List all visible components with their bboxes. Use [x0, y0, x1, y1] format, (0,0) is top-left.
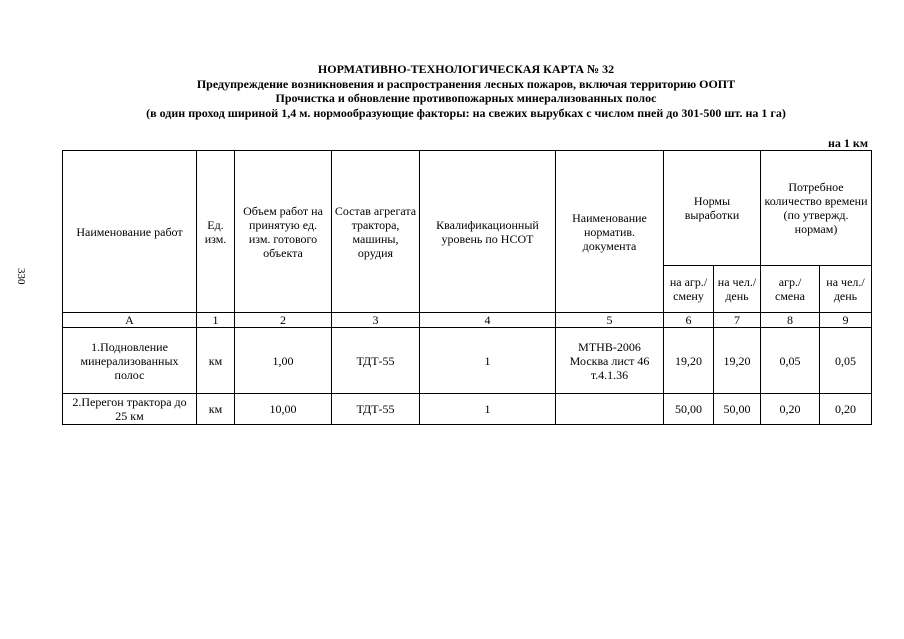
- norm-man-cell: 50,00: [714, 394, 761, 425]
- document-header: [60, 62, 872, 120]
- document-cell: МТНВ-2006 Москва лист 46 т.4.1.36: [556, 328, 664, 394]
- col-header-document: Наименование норматив. документа: [556, 151, 664, 313]
- document-title: НОРМАТИВНО-ТЕХНОЛОГИЧЕСКАЯ КАРТА № 32: [317, 62, 615, 76]
- col-header-norms-agr: на агр./ смену: [664, 266, 714, 313]
- time-man-cell: 0,20: [820, 394, 872, 425]
- table-row: [63, 394, 872, 425]
- unit-note: на 1 км: [827, 136, 868, 150]
- work-name-cell: 2.Перегон трактора до 25 км: [63, 394, 197, 425]
- qualification-cell: 1: [420, 328, 556, 394]
- column-number: 9: [820, 313, 872, 328]
- norm-man-cell: 19,20: [714, 328, 761, 394]
- volume-cell: 1,00: [235, 328, 332, 394]
- time-agr-cell: 0,20: [761, 394, 820, 425]
- column-number: 4: [420, 313, 556, 328]
- col-header-time: Потребное количество времени (по утвержд. нормам): [761, 151, 872, 266]
- column-number: 8: [761, 313, 820, 328]
- document-subtitle-conditions: (в один проход шириной 1,4 м. нормообразующие факторы: на свежих вырубках с числом пней до 301-500 шт. на 1 га): [146, 105, 786, 120]
- norms-table: [62, 150, 872, 425]
- col-header-norms: Нормы выработки: [664, 151, 761, 266]
- document-cell: [556, 394, 664, 425]
- col-header-name: Наименование работ: [63, 151, 197, 313]
- document-subtitle: Предупреждение возникновения и распространения лесных пожаров, включая территорию ООПТ: [196, 76, 736, 91]
- aggregate-cell: ТДТ-55: [332, 394, 420, 425]
- page-number: 330: [15, 268, 27, 285]
- column-number: 7: [714, 313, 761, 328]
- column-number: 5: [556, 313, 664, 328]
- document-subtitle-work: Прочистка и обновление противопожарных минерализованных полос: [275, 91, 657, 105]
- column-number: 3: [332, 313, 420, 328]
- time-agr-cell: 0,05: [761, 328, 820, 394]
- table-row: [63, 328, 872, 394]
- col-header-time-man: на чел./ день: [820, 266, 872, 313]
- unit-cell: км: [197, 394, 235, 425]
- col-header-qualification: Квалификационный уровень по НСОТ: [420, 151, 556, 313]
- volume-cell: 10,00: [235, 394, 332, 425]
- norm-agr-cell: 50,00: [664, 394, 714, 425]
- column-number: 2: [235, 313, 332, 328]
- col-header-unit: Ед. изм.: [197, 151, 235, 313]
- col-header-volume: Объем работ на принятую ед. изм. готового объекта: [235, 151, 332, 313]
- work-name-cell: 1.Подновление минерализованных полос: [63, 328, 197, 394]
- time-man-cell: 0,05: [820, 328, 872, 394]
- norm-agr-cell: 19,20: [664, 328, 714, 394]
- col-header-time-agr: агр./ смена: [761, 266, 820, 313]
- qualification-cell: 1: [420, 394, 556, 425]
- column-number: А: [63, 313, 197, 328]
- column-number: 1: [197, 313, 235, 328]
- col-header-aggregate: Состав агрегата трактора, машины, орудия: [332, 151, 420, 313]
- aggregate-cell: ТДТ-55: [332, 328, 420, 394]
- column-number: 6: [664, 313, 714, 328]
- unit-cell: км: [197, 328, 235, 394]
- column-number-row: [63, 313, 872, 328]
- col-header-norms-man: на чел./ день: [714, 266, 761, 313]
